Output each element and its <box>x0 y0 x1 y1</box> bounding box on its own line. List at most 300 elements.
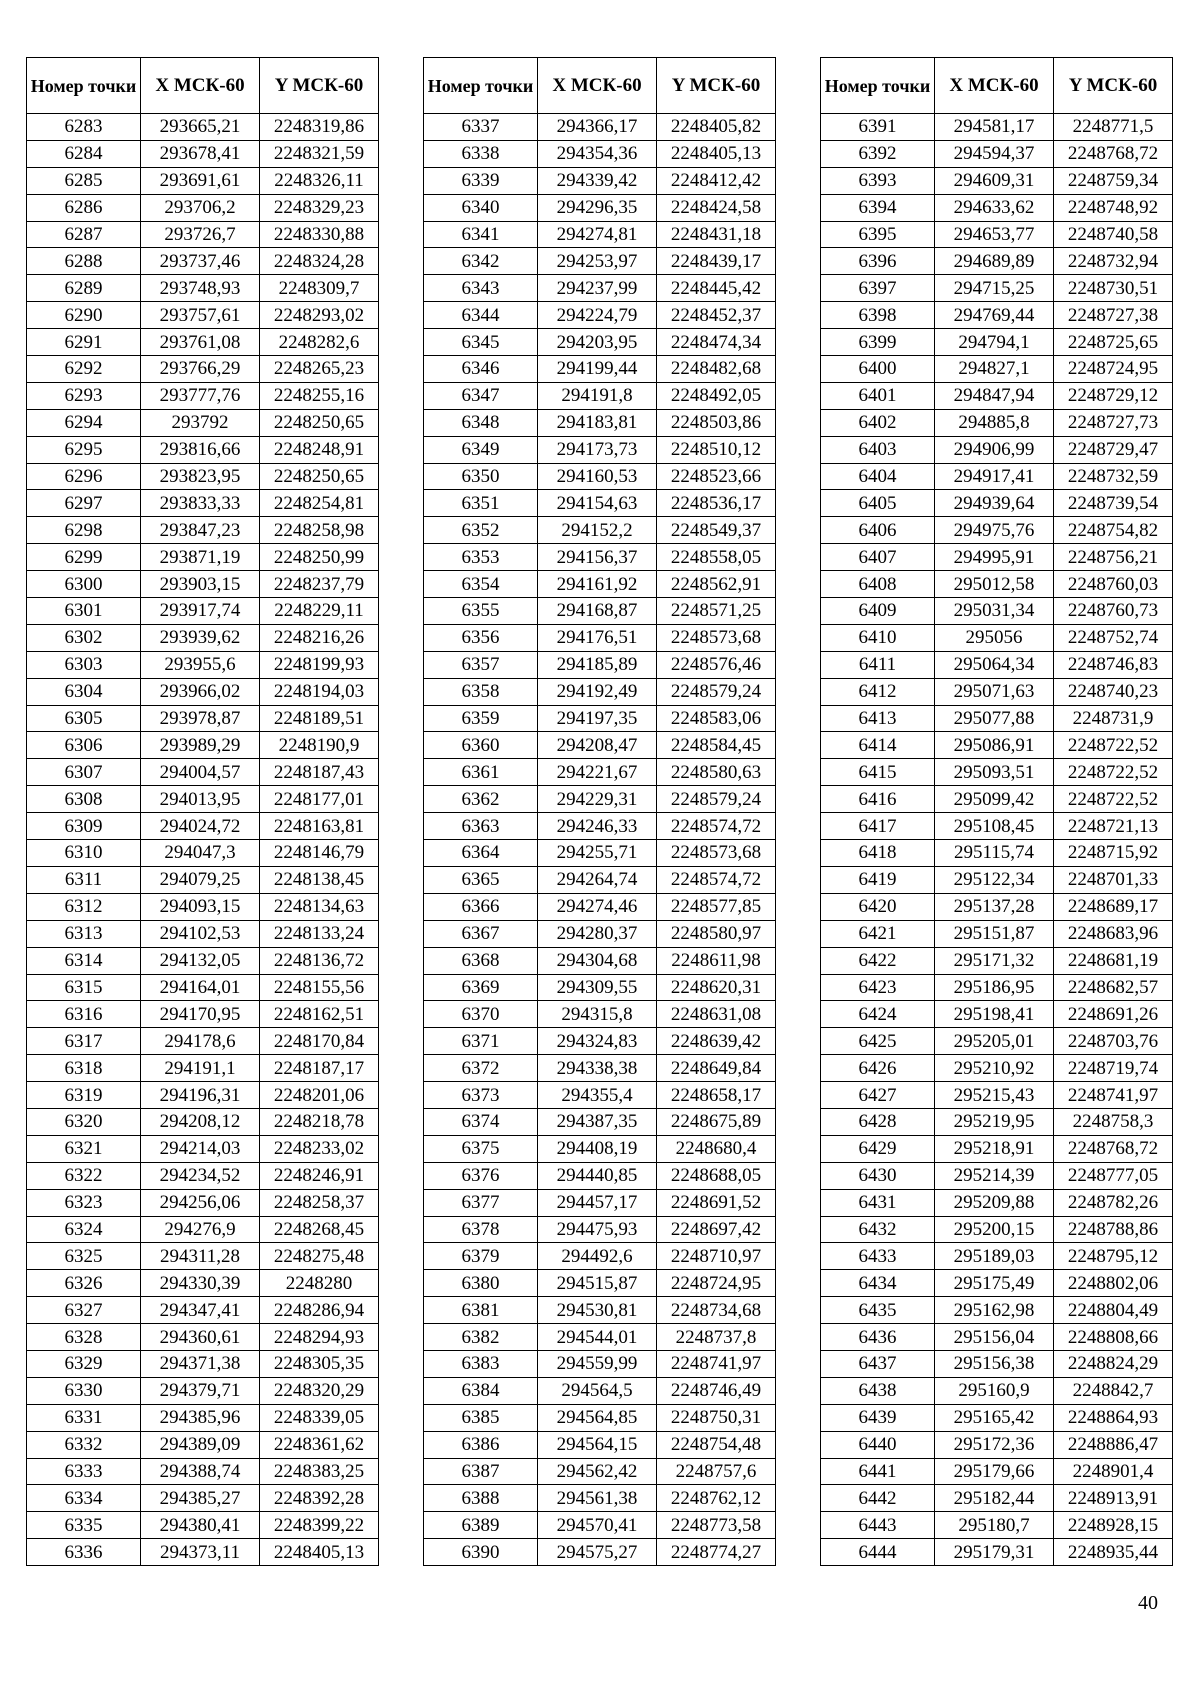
cell-y: 2248412,42 <box>657 167 776 194</box>
cell-point-number: 6285 <box>27 167 141 194</box>
cell-x: 294689,89 <box>935 248 1054 275</box>
cell-x: 294274,81 <box>538 221 657 248</box>
cell-point-number: 6400 <box>821 356 935 383</box>
cell-point-number: 6292 <box>27 356 141 383</box>
cell-x: 294047,3 <box>141 840 260 867</box>
header-point-number: Номер точки <box>424 58 538 114</box>
cell-point-number: 6372 <box>424 1055 538 1082</box>
table-row <box>424 598 776 625</box>
cell-y: 2248757,6 <box>657 1458 776 1485</box>
cell-y: 2248680,4 <box>657 1135 776 1162</box>
cell-point-number: 6313 <box>27 920 141 947</box>
table-row <box>27 1082 379 1109</box>
table-row <box>27 678 379 705</box>
cell-x: 295156,04 <box>935 1324 1054 1351</box>
cell-x: 294264,74 <box>538 866 657 893</box>
cell-x: 295071,63 <box>935 678 1054 705</box>
table-row <box>821 194 1173 221</box>
cell-x: 294388,74 <box>141 1458 260 1485</box>
cell-x: 294561,38 <box>538 1485 657 1512</box>
cell-point-number: 6299 <box>27 544 141 571</box>
cell-point-number: 6434 <box>821 1270 935 1297</box>
cell-y: 2248405,82 <box>657 114 776 141</box>
table-row <box>821 329 1173 356</box>
cell-point-number: 6439 <box>821 1404 935 1431</box>
table-row <box>424 840 776 867</box>
table-row <box>27 302 379 329</box>
table-row <box>821 678 1173 705</box>
table-row <box>821 114 1173 141</box>
cell-x: 294161,92 <box>538 571 657 598</box>
table-row <box>424 1458 776 1485</box>
cell-x: 294185,89 <box>538 651 657 678</box>
cell-y: 2248731,9 <box>1054 705 1173 732</box>
cell-y: 2248762,12 <box>657 1485 776 1512</box>
cell-x: 294156,37 <box>538 544 657 571</box>
table-row <box>424 1243 776 1270</box>
table-row <box>424 356 776 383</box>
cell-x: 294492,6 <box>538 1243 657 1270</box>
cell-x: 294255,71 <box>538 840 657 867</box>
cell-x: 293777,76 <box>141 382 260 409</box>
table-row <box>424 1108 776 1135</box>
cell-point-number: 6291 <box>27 329 141 356</box>
cell-point-number: 6417 <box>821 813 935 840</box>
table-row <box>27 221 379 248</box>
cell-point-number: 6341 <box>424 221 538 248</box>
cell-point-number: 6407 <box>821 544 935 571</box>
cell-x: 294152,2 <box>538 517 657 544</box>
cell-y: 2248842,7 <box>1054 1377 1173 1404</box>
table-row <box>27 1162 379 1189</box>
cell-x: 294559,99 <box>538 1350 657 1377</box>
cell-point-number: 6387 <box>424 1458 538 1485</box>
cell-point-number: 6362 <box>424 786 538 813</box>
cell-x: 294013,95 <box>141 786 260 813</box>
table-row <box>424 1377 776 1404</box>
table-row <box>821 840 1173 867</box>
table-row <box>821 140 1173 167</box>
table-row <box>424 329 776 356</box>
cell-x: 294330,39 <box>141 1270 260 1297</box>
cell-x: 293833,33 <box>141 490 260 517</box>
cell-x: 294160,53 <box>538 463 657 490</box>
table-row <box>821 974 1173 1001</box>
cell-x: 294380,41 <box>141 1512 260 1539</box>
cell-y: 2248649,84 <box>657 1055 776 1082</box>
cell-y: 2248768,72 <box>1054 1135 1173 1162</box>
cell-point-number: 6402 <box>821 409 935 436</box>
cell-point-number: 6383 <box>424 1350 538 1377</box>
table-row <box>821 248 1173 275</box>
cell-point-number: 6438 <box>821 1377 935 1404</box>
cell-point-number: 6393 <box>821 167 935 194</box>
cell-point-number: 6343 <box>424 275 538 302</box>
table-row <box>821 705 1173 732</box>
table-row <box>424 275 776 302</box>
cell-y: 2248199,93 <box>260 651 379 678</box>
cell-x: 293847,23 <box>141 517 260 544</box>
cell-point-number: 6347 <box>424 382 538 409</box>
cell-x: 295186,95 <box>935 974 1054 1001</box>
cell-x: 294355,4 <box>538 1082 657 1109</box>
cell-x: 294906,99 <box>935 436 1054 463</box>
cell-point-number: 6399 <box>821 329 935 356</box>
cell-x: 294024,72 <box>141 813 260 840</box>
cell-x: 294827,1 <box>935 356 1054 383</box>
cell-y: 2248189,51 <box>260 705 379 732</box>
cell-y: 2248730,51 <box>1054 275 1173 302</box>
cell-x: 295099,42 <box>935 786 1054 813</box>
table-row <box>424 1539 776 1566</box>
cell-point-number: 6340 <box>424 194 538 221</box>
cell-y: 2248804,49 <box>1054 1297 1173 1324</box>
cell-y: 2248282,6 <box>260 329 379 356</box>
cell-x: 293737,46 <box>141 248 260 275</box>
header-y: Y МСК-60 <box>657 58 776 114</box>
cell-y: 2248138,45 <box>260 866 379 893</box>
cell-point-number: 6357 <box>424 651 538 678</box>
table-row <box>821 624 1173 651</box>
cell-y: 2248155,56 <box>260 974 379 1001</box>
cell-y: 2248177,01 <box>260 786 379 813</box>
cell-point-number: 6430 <box>821 1162 935 1189</box>
cell-point-number: 6409 <box>821 598 935 625</box>
cell-x: 294885,8 <box>935 409 1054 436</box>
cell-point-number: 6436 <box>821 1324 935 1351</box>
cell-point-number: 6414 <box>821 732 935 759</box>
cell-point-number: 6378 <box>424 1216 538 1243</box>
table-row <box>821 1243 1173 1270</box>
cell-y: 2248452,37 <box>657 302 776 329</box>
cell-x: 294354,36 <box>538 140 657 167</box>
cell-y: 2248658,17 <box>657 1082 776 1109</box>
cell-x: 294408,19 <box>538 1135 657 1162</box>
cell-y: 2248268,45 <box>260 1216 379 1243</box>
cell-y: 2248134,63 <box>260 893 379 920</box>
cell-point-number: 6342 <box>424 248 538 275</box>
cell-x: 294564,85 <box>538 1404 657 1431</box>
table-row <box>821 866 1173 893</box>
cell-y: 2248187,43 <box>260 759 379 786</box>
cell-y: 2248405,13 <box>657 140 776 167</box>
table-row <box>27 786 379 813</box>
cell-point-number: 6410 <box>821 624 935 651</box>
cell-x: 294347,41 <box>141 1297 260 1324</box>
cell-y: 2248758,3 <box>1054 1108 1173 1135</box>
table-row <box>821 275 1173 302</box>
table-row <box>821 356 1173 383</box>
table-row <box>27 1055 379 1082</box>
table-row <box>27 974 379 1001</box>
cell-x: 295172,36 <box>935 1431 1054 1458</box>
header-y: Y МСК-60 <box>1054 58 1173 114</box>
table-row <box>424 409 776 436</box>
cell-point-number: 6293 <box>27 382 141 409</box>
cell-point-number: 6283 <box>27 114 141 141</box>
table-row <box>821 1216 1173 1243</box>
cell-point-number: 6374 <box>424 1108 538 1135</box>
cell-y: 2248573,68 <box>657 840 776 867</box>
table-row <box>27 571 379 598</box>
cell-y: 2248795,12 <box>1054 1243 1173 1270</box>
table-row <box>821 571 1173 598</box>
cell-x: 294581,17 <box>935 114 1054 141</box>
coordinates-table-1 <box>26 57 379 1566</box>
cell-y: 2248133,24 <box>260 920 379 947</box>
table-row <box>27 1028 379 1055</box>
table-row <box>821 1082 1173 1109</box>
table-row <box>821 1297 1173 1324</box>
cell-x: 294315,8 <box>538 1001 657 1028</box>
cell-point-number: 6394 <box>821 194 935 221</box>
cell-x: 294224,79 <box>538 302 657 329</box>
cell-y: 2248577,85 <box>657 893 776 920</box>
table-row <box>27 167 379 194</box>
cell-x: 294276,9 <box>141 1216 260 1243</box>
table-row <box>27 140 379 167</box>
table-row <box>424 1082 776 1109</box>
cell-x: 294562,42 <box>538 1458 657 1485</box>
cell-x: 294229,31 <box>538 786 657 813</box>
table-row <box>821 920 1173 947</box>
cell-x: 295171,32 <box>935 947 1054 974</box>
table-row <box>27 1512 379 1539</box>
table-row <box>424 140 776 167</box>
table-row <box>27 1216 379 1243</box>
cell-y: 2248750,31 <box>657 1404 776 1431</box>
cell-y: 2248482,68 <box>657 356 776 383</box>
table-row <box>424 1324 776 1351</box>
table-row <box>821 598 1173 625</box>
cell-point-number: 6376 <box>424 1162 538 1189</box>
cell-x: 295137,28 <box>935 893 1054 920</box>
cell-point-number: 6373 <box>424 1082 538 1109</box>
cell-point-number: 6405 <box>821 490 935 517</box>
table-row <box>27 490 379 517</box>
cell-point-number: 6444 <box>821 1539 935 1566</box>
table-row <box>27 517 379 544</box>
cell-point-number: 6358 <box>424 678 538 705</box>
cell-point-number: 6435 <box>821 1297 935 1324</box>
cell-y: 2248248,91 <box>260 436 379 463</box>
cell-point-number: 6324 <box>27 1216 141 1243</box>
table-row <box>27 1404 379 1431</box>
cell-point-number: 6337 <box>424 114 538 141</box>
cell-point-number: 6321 <box>27 1135 141 1162</box>
table-row <box>821 302 1173 329</box>
cell-x: 295205,01 <box>935 1028 1054 1055</box>
cell-x: 295210,92 <box>935 1055 1054 1082</box>
table-row <box>27 598 379 625</box>
cell-y: 2248218,78 <box>260 1108 379 1135</box>
cell-y: 2248756,21 <box>1054 544 1173 571</box>
cell-x: 295086,91 <box>935 732 1054 759</box>
cell-y: 2248237,79 <box>260 571 379 598</box>
cell-y: 2248710,97 <box>657 1243 776 1270</box>
table-row <box>424 1404 776 1431</box>
cell-x: 294197,35 <box>538 705 657 732</box>
cell-y: 2248258,98 <box>260 517 379 544</box>
table-row <box>821 436 1173 463</box>
cell-y: 2248689,17 <box>1054 893 1173 920</box>
cell-point-number: 6350 <box>424 463 538 490</box>
table-row <box>27 893 379 920</box>
cell-point-number: 6320 <box>27 1108 141 1135</box>
cell-x: 293978,87 <box>141 705 260 732</box>
cell-y: 2248721,13 <box>1054 813 1173 840</box>
table-row <box>424 167 776 194</box>
cell-point-number: 6322 <box>27 1162 141 1189</box>
cell-point-number: 6408 <box>821 571 935 598</box>
cell-x: 293917,74 <box>141 598 260 625</box>
cell-x: 294183,81 <box>538 409 657 436</box>
cell-y: 2248339,05 <box>260 1404 379 1431</box>
cell-y: 2248309,7 <box>260 275 379 302</box>
table-row <box>424 678 776 705</box>
cell-point-number: 6397 <box>821 275 935 302</box>
cell-x: 293939,62 <box>141 624 260 651</box>
cell-y: 2248824,29 <box>1054 1350 1173 1377</box>
cell-y: 2248536,17 <box>657 490 776 517</box>
cell-point-number: 6429 <box>821 1135 935 1162</box>
cell-x: 294102,53 <box>141 920 260 947</box>
cell-y: 2248722,52 <box>1054 732 1173 759</box>
cell-point-number: 6421 <box>821 920 935 947</box>
cell-x: 294093,15 <box>141 893 260 920</box>
cell-y: 2248691,26 <box>1054 1001 1173 1028</box>
cell-x: 294575,27 <box>538 1539 657 1566</box>
cell-y: 2248584,45 <box>657 732 776 759</box>
table-row <box>424 786 776 813</box>
table-row <box>821 1189 1173 1216</box>
cell-point-number: 6318 <box>27 1055 141 1082</box>
cell-y: 2248321,59 <box>260 140 379 167</box>
cell-point-number: 6419 <box>821 866 935 893</box>
cell-y: 2248724,95 <box>1054 356 1173 383</box>
cell-y: 2248754,82 <box>1054 517 1173 544</box>
cell-y: 2248746,49 <box>657 1377 776 1404</box>
cell-y: 2248576,46 <box>657 651 776 678</box>
table-row <box>424 732 776 759</box>
cell-x: 294170,95 <box>141 1001 260 1028</box>
cell-x: 293766,29 <box>141 356 260 383</box>
cell-y: 2248773,58 <box>657 1512 776 1539</box>
cell-point-number: 6355 <box>424 598 538 625</box>
cell-x: 294234,52 <box>141 1162 260 1189</box>
table-row <box>424 1162 776 1189</box>
cell-x: 294360,61 <box>141 1324 260 1351</box>
cell-y: 2248771,5 <box>1054 114 1173 141</box>
cell-point-number: 6298 <box>27 517 141 544</box>
cell-y: 2248782,26 <box>1054 1189 1173 1216</box>
cell-point-number: 6294 <box>27 409 141 436</box>
table-row <box>424 866 776 893</box>
table-row <box>27 463 379 490</box>
table-row <box>424 1055 776 1082</box>
header-x: X МСК-60 <box>935 58 1054 114</box>
cell-y: 2248558,05 <box>657 544 776 571</box>
cell-x: 294176,51 <box>538 624 657 651</box>
cell-y: 2248492,05 <box>657 382 776 409</box>
cell-point-number: 6286 <box>27 194 141 221</box>
cell-point-number: 6406 <box>821 517 935 544</box>
table-row <box>821 1324 1173 1351</box>
cell-point-number: 6305 <box>27 705 141 732</box>
cell-point-number: 6404 <box>821 463 935 490</box>
cell-point-number: 6312 <box>27 893 141 920</box>
table-row <box>424 517 776 544</box>
cell-y: 2248250,99 <box>260 544 379 571</box>
table-row <box>27 382 379 409</box>
cell-point-number: 6344 <box>424 302 538 329</box>
table-row <box>821 947 1173 974</box>
cell-y: 2248405,13 <box>260 1539 379 1566</box>
table-row <box>27 651 379 678</box>
cell-y: 2248808,66 <box>1054 1324 1173 1351</box>
table-row <box>424 1350 776 1377</box>
cell-point-number: 6326 <box>27 1270 141 1297</box>
cell-y: 2248286,94 <box>260 1297 379 1324</box>
table-row <box>27 947 379 974</box>
cell-point-number: 6413 <box>821 705 935 732</box>
cell-point-number: 6314 <box>27 947 141 974</box>
cell-point-number: 6370 <box>424 1001 538 1028</box>
table-row <box>27 813 379 840</box>
cell-y: 2248739,54 <box>1054 490 1173 517</box>
cell-y: 2248760,73 <box>1054 598 1173 625</box>
cell-point-number: 6300 <box>27 571 141 598</box>
cell-x: 295189,03 <box>935 1243 1054 1270</box>
table-row <box>821 1350 1173 1377</box>
cell-y: 2248255,16 <box>260 382 379 409</box>
table-row <box>424 893 776 920</box>
table-row <box>27 436 379 463</box>
cell-point-number: 6391 <box>821 114 935 141</box>
table-row <box>821 1377 1173 1404</box>
cell-point-number: 6302 <box>27 624 141 651</box>
cell-y: 2248732,94 <box>1054 248 1173 275</box>
cell-point-number: 6284 <box>27 140 141 167</box>
table-row <box>424 624 776 651</box>
cell-y: 2248724,95 <box>657 1270 776 1297</box>
cell-y: 2248722,52 <box>1054 759 1173 786</box>
cell-point-number: 6325 <box>27 1243 141 1270</box>
cell-point-number: 6361 <box>424 759 538 786</box>
cell-x: 294199,44 <box>538 356 657 383</box>
cell-y: 2248170,84 <box>260 1028 379 1055</box>
cell-point-number: 6420 <box>821 893 935 920</box>
table-row <box>27 840 379 867</box>
cell-x: 293823,95 <box>141 463 260 490</box>
cell-point-number: 6334 <box>27 1485 141 1512</box>
cell-x: 294475,93 <box>538 1216 657 1243</box>
table-row <box>821 1458 1173 1485</box>
cell-point-number: 6333 <box>27 1458 141 1485</box>
cell-point-number: 6385 <box>424 1404 538 1431</box>
cell-x: 294168,87 <box>538 598 657 625</box>
cell-x: 294178,6 <box>141 1028 260 1055</box>
cell-x: 294214,03 <box>141 1135 260 1162</box>
cell-point-number: 6411 <box>821 651 935 678</box>
cell-y: 2248474,34 <box>657 329 776 356</box>
cell-point-number: 6296 <box>27 463 141 490</box>
cell-y: 2248935,44 <box>1054 1539 1173 1566</box>
cell-point-number: 6309 <box>27 813 141 840</box>
cell-point-number: 6425 <box>821 1028 935 1055</box>
cell-y: 2248216,26 <box>260 624 379 651</box>
cell-point-number: 6389 <box>424 1512 538 1539</box>
